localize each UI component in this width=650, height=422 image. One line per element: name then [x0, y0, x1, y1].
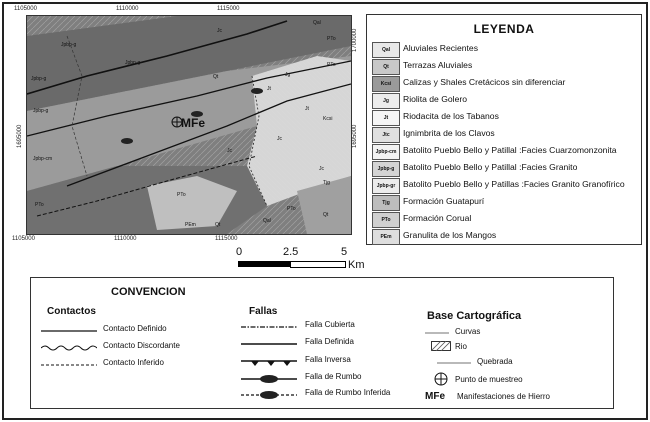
map-unit-label: Kcsi [323, 116, 333, 122]
map-unit-label: Qt [323, 212, 329, 218]
manifestaciones-hierro-label: Manifestaciones de Hierro [457, 392, 550, 401]
map-unit-label: PTo [327, 36, 336, 42]
quebrada-label: Quebrada [477, 357, 513, 366]
falla-inversa: Falla Inversa [305, 355, 351, 364]
map-unit-label: Jpbp-g [61, 42, 77, 48]
legend-item [372, 229, 636, 244]
convencion-panel [30, 277, 614, 409]
map-unit-label: PTo [327, 62, 336, 68]
contour-symbol [425, 330, 449, 336]
fault-inverse-symbol [241, 357, 297, 367]
fallas-title: Fallas [249, 306, 278, 317]
legend-swatch: Qal [372, 42, 400, 58]
geologic-map[interactable] [26, 15, 352, 235]
map-unit-label: Qt [215, 222, 221, 228]
strike-slip-symbol [121, 138, 133, 144]
legend-item [372, 178, 636, 193]
river-hatch-icon [431, 341, 451, 351]
map-unit-label: Jpbp-g [33, 108, 49, 114]
legend-label: Ignimbrita de los Clavos [403, 128, 495, 138]
legend-item [372, 93, 636, 108]
scale-segment-black [238, 261, 290, 267]
legend-label: Calizas y Shales Cretácicos sin diferenciar [403, 77, 566, 87]
sample-point-legend-icon [434, 372, 448, 386]
coord-bottom-3: 1115000 [215, 236, 238, 242]
coord-top-1: 1105000 [14, 6, 37, 12]
legend-swatch: Tjg [372, 195, 400, 211]
map-unit-label: Tjg [323, 180, 330, 186]
legend-label: Terrazas Aluviales [403, 60, 473, 70]
legend-swatch: Jpbp-gr [372, 178, 400, 194]
legend-label: Aluviales Recientes [403, 43, 478, 53]
map-unit-label: Jc [227, 148, 232, 154]
mfe-symbol: MFe [425, 391, 445, 402]
contact-unconformity-symbol [41, 344, 97, 352]
legend-item [372, 127, 636, 142]
legend-label: Batolito Pueblo Bello y Patillas :Facies Granito Granofírico [403, 179, 625, 189]
map-unit-label: PTo [287, 206, 296, 212]
contact-inferred-symbol [41, 361, 97, 369]
contact-defined-symbol [41, 327, 97, 335]
punto-muestreo-label: Punto de muestreo [455, 375, 523, 384]
coord-right-2: 1695000 [352, 124, 358, 148]
rio-label: Rio [455, 342, 468, 351]
map-unit-label: Jpbp-g [125, 60, 141, 66]
legend-item [372, 144, 636, 159]
legend-item [372, 195, 636, 210]
scale-unit: Km [348, 259, 365, 271]
contacto-discordante: Contacto Discordante [103, 341, 180, 350]
contacto-inferido: Contacto Inferido [103, 358, 164, 367]
legend-item [372, 59, 636, 74]
legend-panel [366, 14, 642, 245]
map-unit-label: Jt [267, 86, 271, 92]
legend-title: LEYENDA [473, 22, 535, 36]
legend-swatch: Kcsi [372, 76, 400, 92]
scale-bar [236, 246, 365, 276]
falla-de-rumbo: Falla de Rumbo [305, 372, 362, 381]
legend-label: Granulita de los Mangos [403, 230, 497, 240]
coord-top-2: 1110000 [116, 6, 139, 12]
map-unit-label: PTo [35, 202, 44, 208]
coord-right-1: 1700000 [352, 28, 358, 52]
scale-tick-5: 5 [341, 246, 348, 258]
fault-defined-symbol [241, 340, 297, 348]
convencion-title: CONVENCION [111, 286, 186, 298]
contacto-definido: Contacto Definido [103, 324, 167, 333]
legend-item [372, 76, 636, 91]
fault-covered-symbol [241, 323, 297, 331]
coord-top-3: 1115000 [217, 6, 240, 12]
legend-swatch: Jt [372, 110, 400, 126]
stream-symbol [437, 360, 471, 366]
map-unit-label: Jt [305, 106, 309, 112]
legend-label: Riolita de Golero [403, 94, 468, 104]
map-unit-label: Jg [285, 72, 291, 78]
legend-swatch: Jpbp-g [372, 161, 400, 177]
legend-item [372, 42, 636, 57]
map-unit-label: PEm [185, 222, 196, 228]
falla-cubierta: Falla Cubierta [305, 320, 355, 329]
legend-swatch: Qt [372, 59, 400, 75]
legend-swatch: Jpbp-cm [372, 144, 400, 160]
scale-tick-2-5: 2.5 [283, 246, 299, 258]
coord-bottom-2: 1110000 [114, 236, 137, 242]
falla-de-rumbo-inferida: Falla de Rumbo Inferida [305, 388, 391, 397]
coord-bottom-1: 1105000 [12, 236, 35, 242]
scale-tick-0: 0 [236, 246, 243, 258]
map-unit-label: Jc [319, 166, 324, 172]
legend-swatch: PEm [372, 229, 400, 245]
map-unit-label: Jpbp-cm [33, 156, 53, 162]
legend-label: Formación Guatapurí [403, 196, 485, 206]
legend-item [372, 161, 636, 176]
map-unit-label: Qal [263, 218, 271, 224]
falla-definida: Falla Definida [305, 337, 354, 346]
map-unit-label: Jc [217, 28, 222, 34]
map-unit-label: Jpbp-g [31, 76, 47, 82]
legend-swatch: PTo [372, 212, 400, 228]
base-cartografica-title: Base Cartográfica [427, 310, 522, 322]
legend-label: Batolito Pueblo Bello y Patillal :Facies Cuarzomonzonita [403, 145, 617, 155]
map-unit-label: Qt [213, 74, 219, 80]
curvas-label: Curvas [455, 327, 481, 336]
strike-slip-symbol [251, 88, 263, 94]
legend-swatch: Jg [372, 93, 400, 109]
contactos-title: Contactos [47, 306, 96, 317]
legend-label: Formación Corual [403, 213, 472, 223]
legend-label: Batolito Pueblo Bello y Patillal :Facies Granito [403, 162, 578, 172]
legend-swatch: Jtc [372, 127, 400, 143]
coord-left-1: 1695000 [17, 124, 23, 148]
fault-strike-slip-symbol [241, 374, 297, 384]
fault-strike-slip-inferred-symbol [241, 390, 297, 400]
legend-item [372, 110, 636, 125]
scale-segment-white [290, 261, 346, 268]
map-unit-label: PTo [177, 192, 186, 198]
legend-label: Riodacita de los Tabanos [403, 111, 499, 121]
legend-item [372, 212, 636, 227]
map-unit-label: Qal [313, 20, 321, 26]
map-unit-label: Jc [277, 136, 282, 142]
mfe-label: MFe [181, 116, 205, 130]
